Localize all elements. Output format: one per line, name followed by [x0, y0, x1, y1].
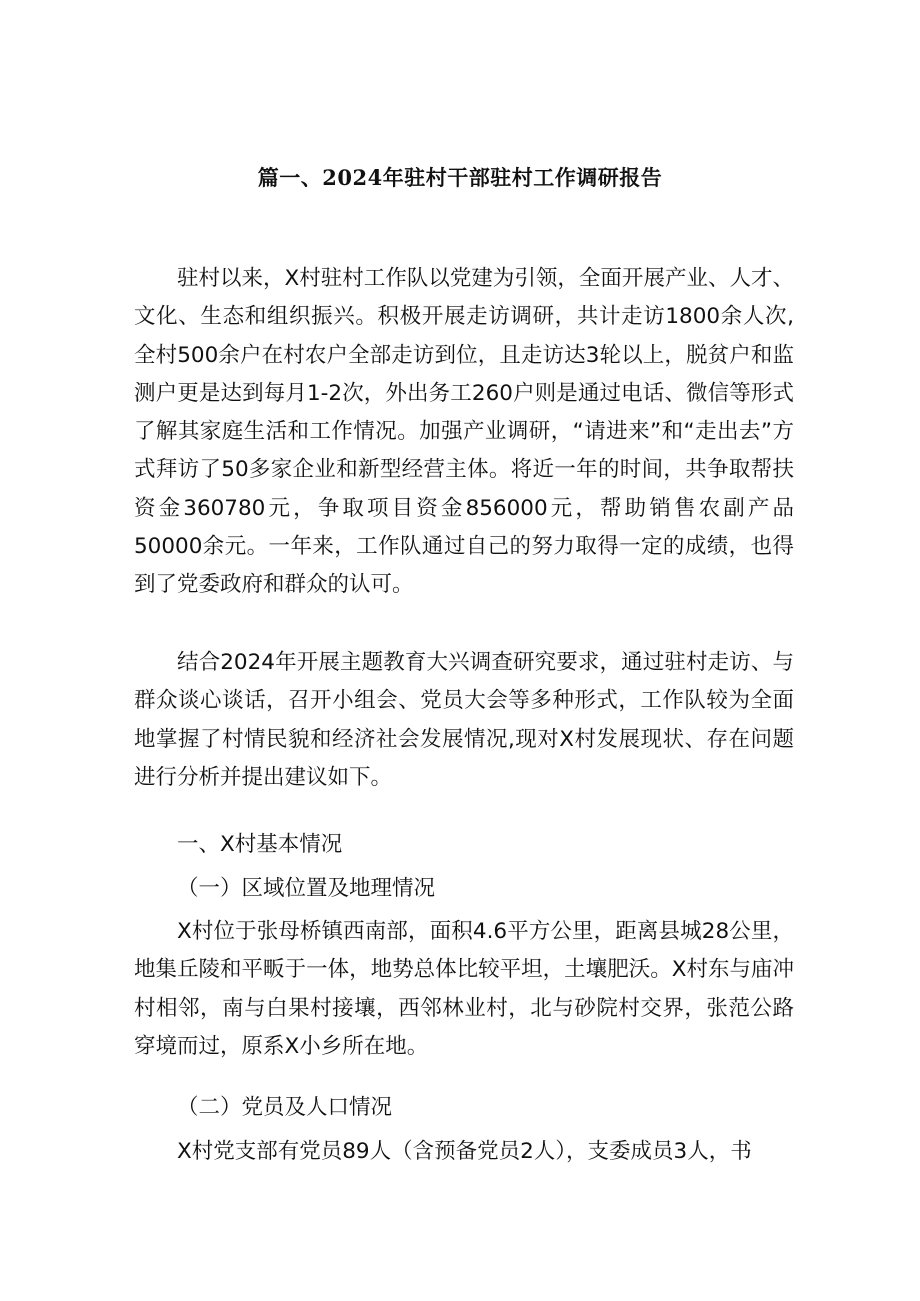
- subheading-location-geography: （一）区域位置及地理情况: [177, 876, 436, 901]
- paragraph-location-geography: X村位于张母桥镇西南部，面积4.6平方公里，距离县城28公里，地集丘陵和平畈于一体，地势总体比较平坦，土壤肥沃。X村东与庙冲村相邻，南与白果村接壤，西邻林业村，北与砂院村交界，张范公路穿境而过，原系X小乡所在地。: [134, 919, 794, 1059]
- subheading-party-population: （二）党员及人口情况: [177, 1095, 393, 1120]
- document-title: 篇一、2024年驻村干部驻村工作调研报告: [257, 165, 663, 190]
- paragraph-intro: 驻村以来，X村驻村工作队以党建为引领，全面开展产业、人才、文化、生态和组织振兴。积极开展走访调研，共计走访1800余人次,全村500余户在村农户全部走访到位，且走访达3轮以上，脱贫户和监测户更是达到每月1-2次，外出务工260户则是通过电话、微信等形式了解其家庭生活和工作情况。加强产业调研，“请进来”和“走出去”方式拜访了50多家企业和新型经营主体。将近一年的时间，共争取帮扶资金360780元，争取项目资金856000元，帮助销售农副产品50000余元。一年来，工作队通过自己的努力取得一定的成绩，也得到了党委政府和群众的认可。: [134, 266, 794, 598]
- section-heading-basic-info: 一、X村基本情况: [177, 832, 343, 857]
- paragraph-research-requirements: 结合2024年开展主题教育大兴调查研究要求，通过驻村走访、与群众谈心谈话，召开小组会、党员大会等多种形式，工作队较为全面地掌握了村情民貌和经济社会发展情况,现对X村发展现状、存在问题进行分析并提出建议如下。: [134, 650, 794, 790]
- paragraph-party-population: X村党支部有党员89人（含预备党员2人），支委成员3人，书: [177, 1139, 752, 1164]
